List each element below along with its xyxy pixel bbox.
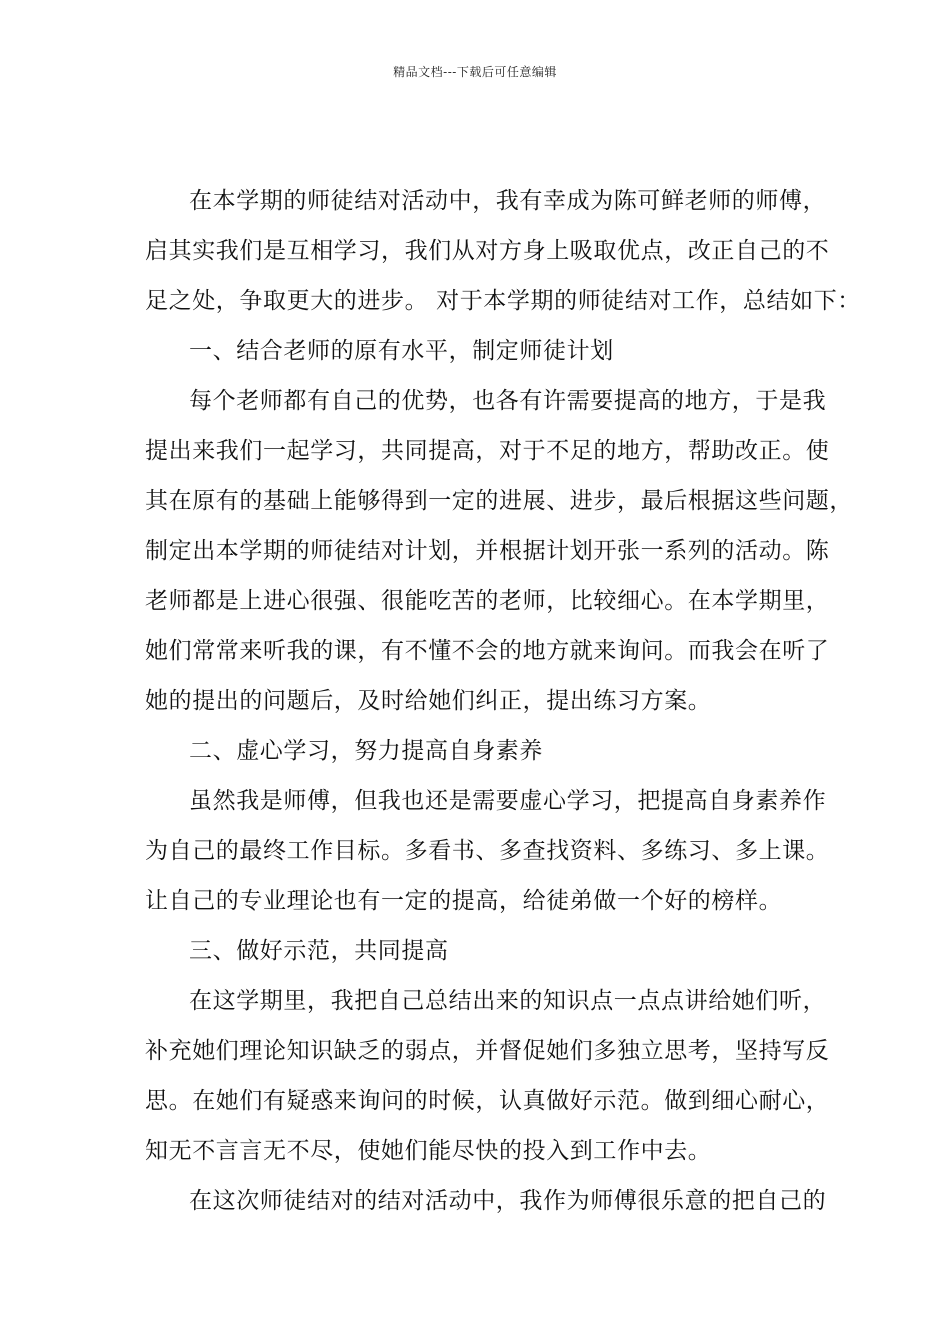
section-heading: 一、结合老师的原有水平，制定师徒计划 — [189, 338, 614, 364]
text-line: 足之处，争取更大的进步。 对于本学期的师徒结对工作，总结如下： — [145, 288, 861, 314]
page-header: 精品文档---下载后可任意编辑 — [393, 65, 557, 79]
section-heading: 三、做好示范，共同提高 — [189, 938, 449, 964]
text-line: 她的提出的问题后，及时给她们纠正，提出练习方案。 — [145, 688, 712, 714]
text-line: 制定出本学期的师徒结对计划，并根据计划开张一系列的活动。陈 — [145, 538, 830, 564]
text-line: 老师都是上进心很强、很能吃苦的老师，比较细心。在本学期里， — [145, 588, 830, 614]
text-line: 思。在她们有疑惑来询问的时候，认真做好示范。做到细心耐心， — [145, 1088, 830, 1114]
text-line: 让自己的专业理论也有一定的提高，给徒弟做一个好的榜样。 — [145, 888, 783, 914]
text-line: 虽然我是师傅，但我也还是需要虚心学习，把提高自身素养作 — [189, 788, 827, 814]
text-line: 知无不言言无不尽，使她们能尽快的投入到工作中去。 — [145, 1138, 712, 1164]
text-line: 每个老师都有自己的优势，也各有许需要提高的地方，于是我 — [189, 388, 827, 414]
text-line: 在这学期里，我把自己总结出来的知识点一点点讲给她们听， — [189, 988, 827, 1014]
section-heading: 二、虚心学习，努力提高自身素养 — [189, 738, 543, 764]
text-line: 启其实我们是互相学习，我们从对方身上吸取优点，改正自己的不 — [145, 238, 830, 264]
text-line: 提出来我们一起学习，共同提高，对于不足的地方，帮助改正。使 — [145, 438, 830, 464]
text-line: 她们常常来听我的课，有不懂不会的地方就来询问。而我会在听了 — [145, 638, 830, 664]
text-line: 其在原有的基础上能够得到一定的进展、进步，最后根据这些问题， — [145, 488, 853, 514]
text-line: 补充她们理论知识缺乏的弱点，并督促她们多独立思考，坚持写反 — [145, 1038, 830, 1064]
text-line: 在本学期的师徒结对活动中，我有幸成为陈可鲜老师的师傅， — [189, 188, 827, 214]
text-line: 在这次师徒结对的结对活动中，我作为师傅很乐意的把自己的 — [189, 1188, 827, 1214]
text-line: 为自己的最终工作目标。多看书、多查找资料、多练习、多上课。 — [145, 838, 830, 864]
